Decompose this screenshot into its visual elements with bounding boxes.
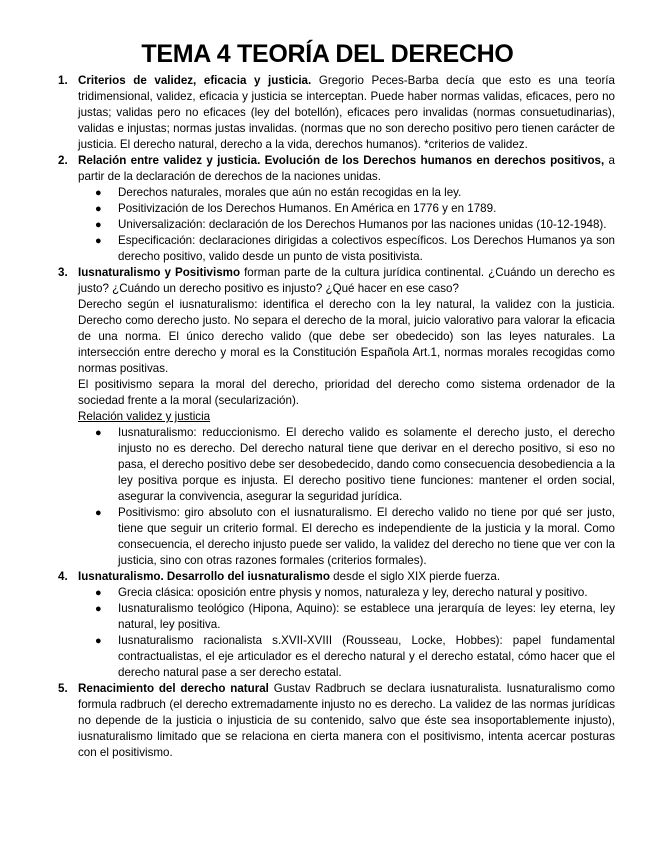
list-item-text: Iusnaturalismo racionalista s.XVII-XVIII (Rousseau, Locke, Hobbes): papel fundamental contractualistas, el eje articulador es el derecho natural y el derecho estatal, cómo hacer que el derecho natural pase a ser derecho estatal.	[118, 634, 615, 679]
section-number: 4.	[58, 570, 68, 583]
section-paragraph: Derecho según el iusnaturalismo: identifica el derecho con la ley natural, la validez con la justicia. Derecho como derecho justo. No separa el derecho de la moral, juicio valorativo para valorar la eficacia de una norma. El único derecho valido (que debe ser obedecido) son las leyes naturales. La intersección entre derecho y moral es la Constitución Española Art.1, normas morales recogidas como normas positivas.	[78, 298, 615, 375]
list-item	[78, 633, 615, 681]
section-number: 2.	[58, 154, 68, 167]
list-item	[78, 601, 615, 633]
section-paragraph	[78, 73, 615, 153]
bullet-list	[78, 425, 615, 569]
section-text: a partir de la declaración de derechos de la naciones unidas.	[78, 154, 616, 183]
bullet-icon: ●	[95, 219, 102, 231]
list-item-text: Especificación: declaraciones dirigidas a colectivos específicos. Los Derechos Humanos ya son derecho positivo, valido desde un punto de vista positivista.	[118, 234, 615, 263]
section-number: 3.	[58, 266, 68, 279]
section-paragraph	[78, 265, 615, 297]
list-item-text: Derechos naturales, morales que aún no están recogidas en la ley.	[118, 186, 462, 199]
list-item-text: Iusnaturalismo teológico (Hipona, Aquino): se establece una jerarquía de leyes: ley eterna, ley natural, ley positiva.	[118, 602, 615, 631]
section-text: forman parte de la cultura jurídica continental. ¿Cuándo un derecho es justo? ¿Cuándo un derecho positivo es injusto? ¿Qué hacer en ese caso?	[78, 266, 615, 295]
list-item	[78, 505, 615, 569]
section-heading: Renacimiento del derecho natural	[78, 682, 269, 695]
section-heading: Relación entre validez y justicia. Evolución de los Derechos humanos en derechos positivos,	[78, 154, 605, 167]
section-paragraph: El positivismo separa la moral del derecho, prioridad del derecho como sistema ordenador de la sociedad frente a la moral (secularización).	[78, 378, 615, 407]
list-item-text: Grecia clásica: oposición entre physis y nomos, naturaleza y ley, derecho natural y positivo.	[118, 586, 588, 599]
section-subheading: Relación validez y justicia	[78, 410, 211, 423]
page-title: TEMA 4 TEORÍA DEL DERECHO	[141, 40, 514, 68]
bullet-icon: ●	[95, 203, 102, 215]
bullet-icon: ●	[95, 635, 102, 647]
bullet-icon: ●	[95, 187, 102, 199]
section-1	[58, 73, 615, 153]
list-item	[78, 233, 615, 265]
bullet-list	[78, 585, 615, 681]
list-item	[78, 201, 615, 217]
list-item-text: Iusnaturalismo: reduccionismo. El derecho valido es solamente el derecho justo, el derecho injusto no es derecho. Del derecho natural tiene que derivar en el derecho positivo, si eso no pasa, el derecho positivo debe ser desobedecido, dando como consecuencia desobediencia a la ley positiva porque es injusta. El derecho positivo tiene funciones: mantener el orden social, asegurar la convivencia, asegurar la seguridad jurídica.	[118, 426, 615, 503]
list-item-text: Positivización de los Derechos Humanos. En América en 1776 y en 1789.	[118, 202, 497, 215]
section-4	[58, 569, 615, 681]
bullet-icon: ●	[95, 235, 102, 247]
list-item	[78, 217, 615, 233]
bullet-icon: ●	[95, 603, 102, 615]
section-2	[58, 153, 616, 265]
section-paragraph	[78, 569, 615, 585]
section-number: 5.	[58, 682, 68, 695]
list-item	[78, 585, 615, 601]
section-heading: Criterios de validez, eficacia y justicia.	[78, 74, 312, 87]
list-item-text: Positivismo: giro absoluto con el iusnaturalismo. El derecho valido no tiene por qué ser justo, tiene que seguir un criterio formal. El derecho es independiente de la justicia y la moral. Como consecuencia, el derecho injusto puede ser valido, la validez del derecho no tiene que ver con la justicia, sino con otras razones formales (criterios formales).	[118, 506, 615, 567]
section-text: desde el siglo XIX pierde fuerza.	[329, 570, 501, 583]
bullet-icon: ●	[95, 427, 102, 439]
section-paragraph	[78, 153, 615, 185]
section-5	[58, 681, 615, 761]
list-item	[78, 185, 615, 201]
section-paragraph	[78, 681, 615, 761]
section-3	[58, 265, 615, 569]
bullet-list	[78, 185, 615, 265]
document-body	[58, 73, 616, 761]
list-item	[78, 425, 615, 505]
sections-list	[58, 73, 616, 761]
section-text: Gustav Radbruch se declara iusnaturalista. Iusnaturalismo como formula radbruch (el derecho extremadamente injusto no es derecho. La validez de las normas jurídicas no depende de la justicia o injusticia de su contenido, salvo que éste sea insoportablemente injusto), iusnaturalismo limitado que se relaciona en cierta manera con el positivismo, intenta acercar posturas con el positivismo.	[78, 682, 615, 759]
section-heading: Iusnaturalismo. Desarrollo del iusnaturalismo	[78, 570, 330, 583]
list-item-text: Universalización: declaración de los Derechos Humanos por las naciones unidas (10-12-1948).	[118, 218, 607, 231]
bullet-icon: ●	[95, 507, 102, 519]
section-number: 1.	[58, 74, 68, 87]
bullet-icon: ●	[95, 587, 102, 599]
section-heading: Iusnaturalismo y Positivismo	[78, 266, 241, 279]
section-text: Gregorio Peces-Barba decía que esto es una teoría tridimensional, validez, eficacia y justicia se interceptan. Puede haber normas validas, eficaces, pero no justas; validas pero no eficaces (ley del botellón), eficaces pero invalidas (normas consuetudinarias), validas e injustas; normas justas invalidas. (normas que no son derecho positivo pero tienen carácter de justicia. El derecho natural, derecho a la vida, derechos humanos). *criterios de validez.	[78, 74, 615, 151]
